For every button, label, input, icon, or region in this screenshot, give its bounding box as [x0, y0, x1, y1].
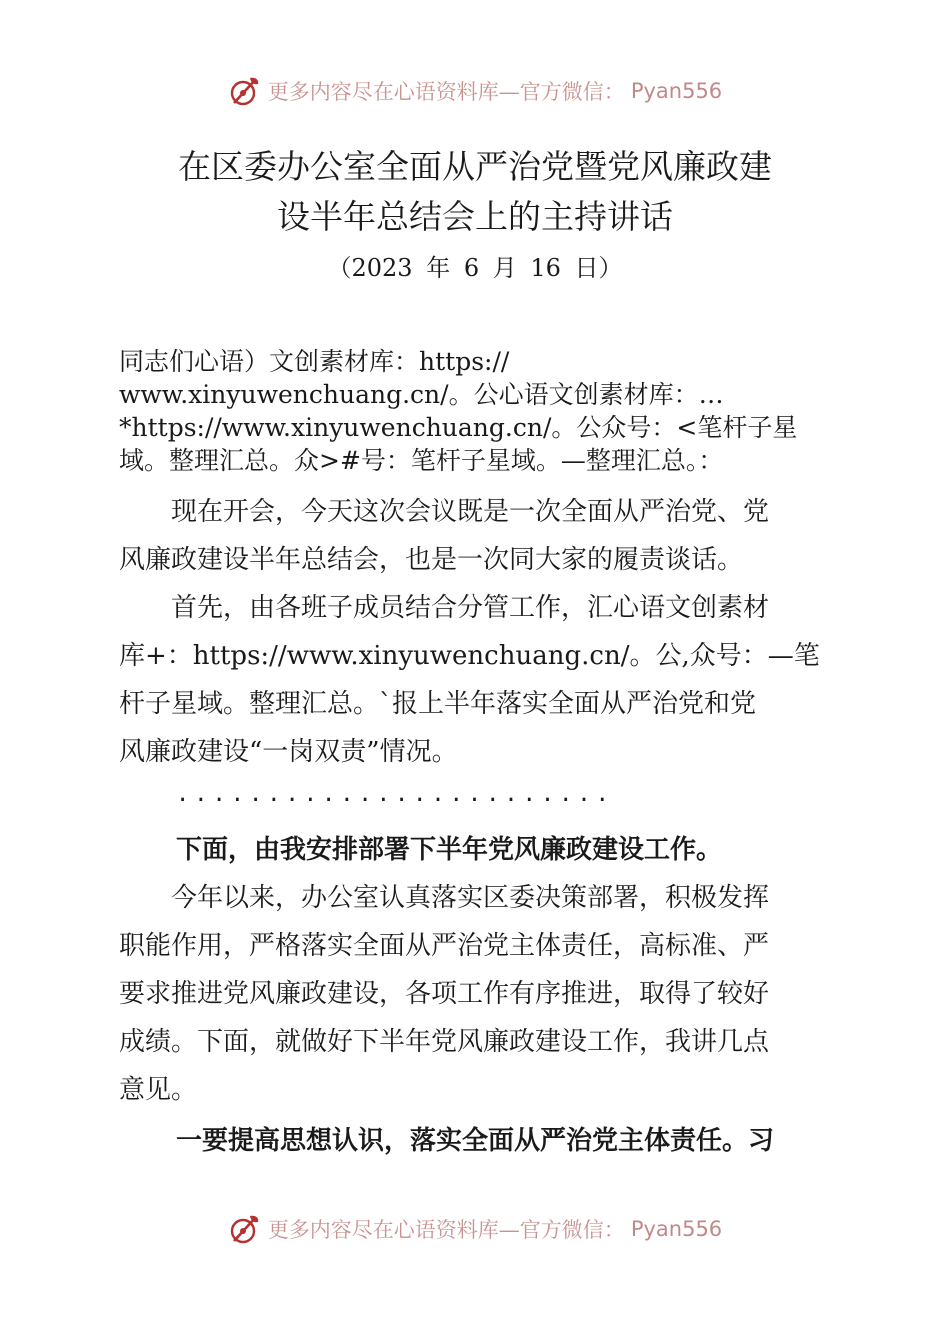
watermark-wechat-id: Pyan556 — [630, 79, 723, 103]
document-title-line2: 设半年总结会上的主持讲话 — [277, 197, 673, 236]
paragraph-opening — [119, 488, 837, 584]
quill-logo-icon — [228, 74, 262, 108]
intro-line: 同志们心语）文创素材库：https:// — [119, 347, 510, 376]
watermark-wechat-id: Pyan556 — [630, 1217, 723, 1241]
intro-line: *https://www.xinyuwenchuang.cn/。公众号：<笔杆子星 — [119, 413, 798, 442]
paragraph-reports — [119, 584, 837, 776]
ellipsis-separator: ........................ — [176, 782, 614, 807]
section-heading-point-one: 一要提高思想认识，落实全面从严治党主体责任。习 — [176, 1126, 775, 1156]
section-heading-deployment: 下面，由我安排部署下半年党风廉政建设工作。 — [176, 835, 723, 865]
watermark-text: 更多内容尽在心语资料库—官方微信： — [267, 80, 625, 104]
intro-paragraph — [119, 345, 837, 477]
paragraph-line: 意见。 — [119, 1075, 198, 1105]
paragraph-line: 首先，由各班子成员结合分管工作，汇心语文创素材 — [119, 593, 770, 623]
footer-watermark — [0, 1212, 950, 1246]
paragraph-line: 成绩。下面，就做好下半年党风廉政建设工作，我讲几点 — [119, 1027, 770, 1057]
paragraph-line: 今年以来，办公室认真落实区委决策部署，积极发挥 — [119, 883, 770, 913]
intro-line: 域。整理汇总。众>#号：笔杆子星域。—整理汇总。： — [119, 446, 724, 475]
paragraph-line: 现在开会，今天这次会议既是一次全面从严治党、党 — [119, 497, 770, 527]
paragraph-line: 风廉政建设半年总结会，也是一次同大家的履责谈话。 — [119, 545, 744, 575]
paragraph-line: 库+：https://www.xinyuwenchuang.cn/。公,众号：—笔 — [119, 641, 820, 671]
quill-logo-icon — [228, 1212, 262, 1246]
header-watermark — [0, 74, 950, 108]
paragraph-line: 杆子星域。整理汇总。`报上半年落实全面从严治党和党 — [119, 689, 757, 719]
intro-line: www.xinyuwenchuang.cn/。公心语文创素材库：… — [119, 380, 724, 409]
paragraph-line: 职能作用，严格落实全面从严治党主体责任，高标准、严 — [119, 931, 770, 961]
watermark-text: 更多内容尽在心语资料库—官方微信： — [267, 1218, 625, 1242]
document-date: （2023 年 6 月 16 日） — [327, 254, 623, 282]
paragraph-line: 要求推进党风廉政建设，各项工作有序推进，取得了较好 — [119, 979, 770, 1009]
paragraph-line: 风廉政建设“一岗双责”情况。 — [119, 737, 458, 767]
document-title-line1: 在区委办公室全面从严治党暨党风廉政建 — [178, 147, 772, 186]
paragraph-summary — [119, 874, 837, 1114]
